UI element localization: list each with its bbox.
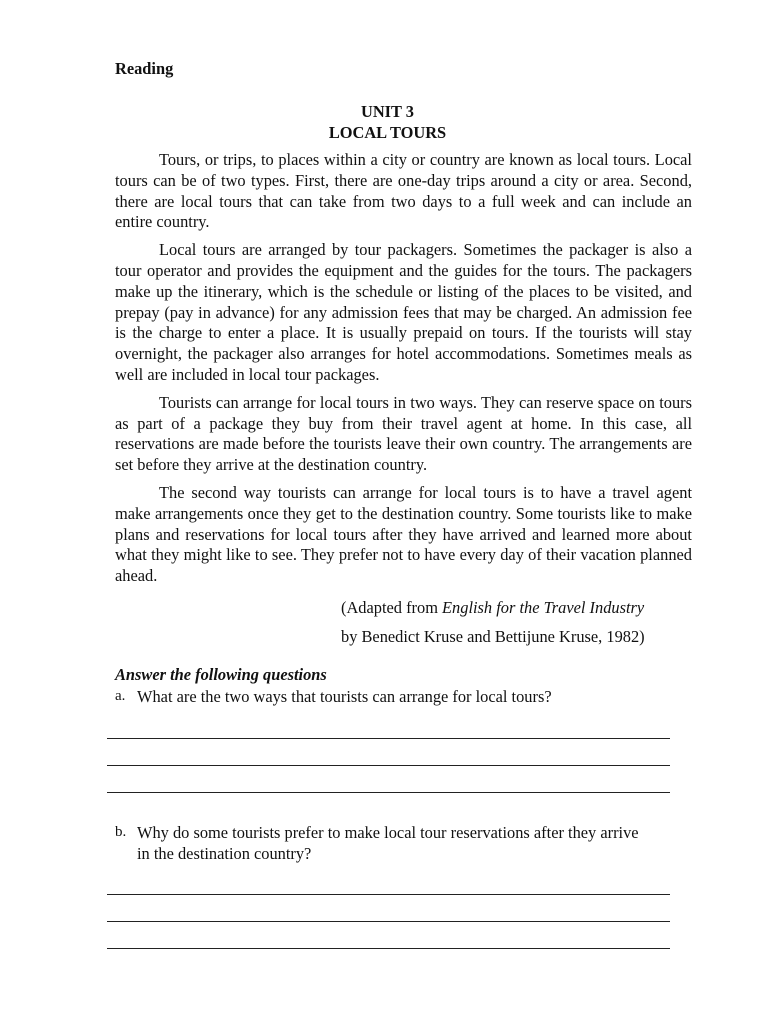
page-title: LOCAL TOURS xyxy=(328,123,447,142)
question-b xyxy=(115,822,655,864)
source-citation xyxy=(341,598,644,618)
question-a xyxy=(115,686,675,707)
question-text: Why do some tourists prefer to make local tour reservations after they arrive in the destination country? xyxy=(137,823,639,863)
section-label: Reading xyxy=(115,59,174,78)
source-book-title: English for the Travel Industry xyxy=(442,598,645,617)
answer-line[interactable] xyxy=(107,894,670,895)
answer-line[interactable] xyxy=(107,948,670,949)
reading-passage xyxy=(115,150,692,594)
answer-line[interactable] xyxy=(107,792,670,793)
question-letter: b. xyxy=(115,824,127,840)
unit-number: UNIT 3 xyxy=(361,102,414,121)
paragraph: Tourists can arrange for local tours in two ways. They can reserve space on tours as part of a package they buy from their travel agent at home. In this case, all reservations are made before the tourists leave their own country. The arrangements are set before they arrive at the destination country. xyxy=(115,392,692,475)
answer-line[interactable] xyxy=(107,765,670,766)
question-letter: a. xyxy=(115,688,126,704)
answer-line[interactable] xyxy=(107,738,670,739)
paragraph: Local tours are arranged by tour packagers. Sometimes the packager is also a tour operator and provides the equipment and the guides for the tours. The packagers make up the itinerary, which is the schedule or listing of the places to be visited, and prepay (pay in advance) for any admission fees that may be charged. An admission fee is the charge to enter a place. It is usually prepaid on tours. If the tourists will stay overnight, the packager also arranges for hotel accommodations. Sometimes meals as well are included in local tour packages. xyxy=(115,240,692,384)
question-text: What are the two ways that tourists can arrange for local tours? xyxy=(137,687,552,706)
questions-heading: Answer the following questions xyxy=(115,665,327,684)
paragraph: The second way tourists can arrange for local tours is to have a travel agent make arrangements once they get to the destination country. Some tourists like to make plans and reservations for local tours after they have arrived and learned more about what they might like to see. They prefer not to have every day of their vacation planned ahead. xyxy=(115,482,692,586)
source-byline: by Benedict Kruse and Bettijune Kruse, 1982) xyxy=(341,627,645,646)
source-prefix: (Adapted from xyxy=(341,598,443,617)
paragraph: Tours, or trips, to places within a city or country are known as local tours. Local tours can be of two types. First, there are one-day trips around a city or area. Second, there are local tours that can take from two days to a full week and can include an entire country. xyxy=(115,150,692,232)
answer-line[interactable] xyxy=(107,921,670,922)
